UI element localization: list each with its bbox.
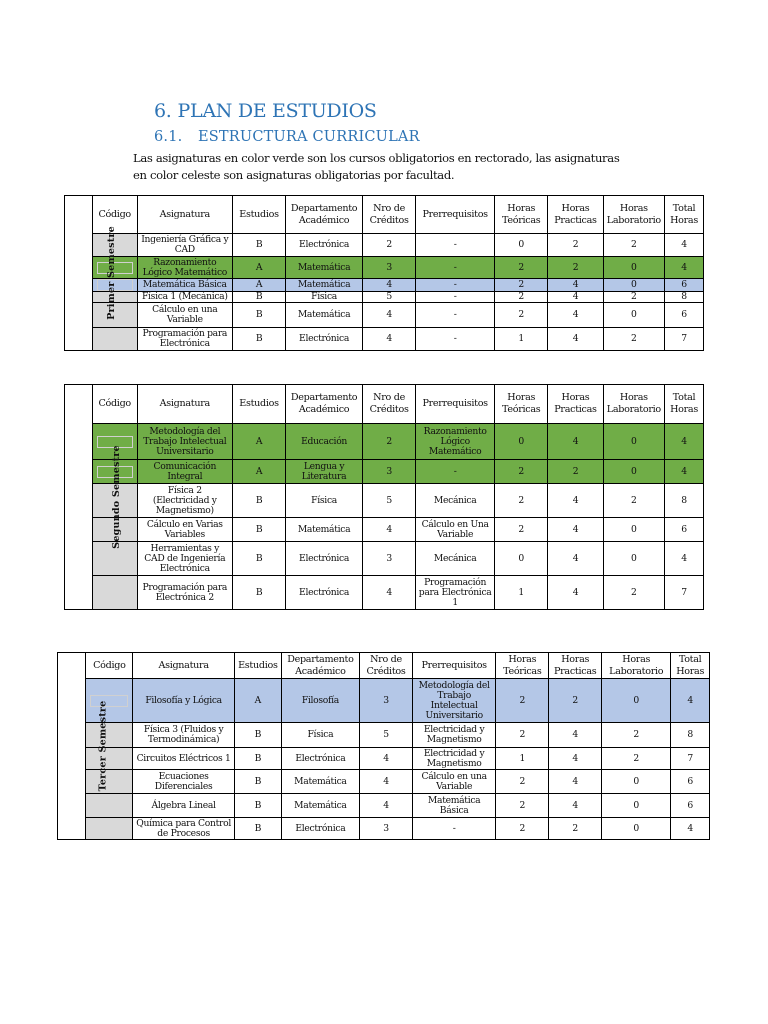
prerrequisitos-cell: - xyxy=(412,818,495,840)
horas-laboratorio-cell: 2 xyxy=(603,234,664,257)
total-horas-cell: 6 xyxy=(671,794,710,818)
creditos-cell: 3 xyxy=(362,257,415,279)
departamento-cell: Electrónica xyxy=(281,818,359,840)
prerrequisitos-cell: - xyxy=(416,303,495,328)
header-row xyxy=(58,653,710,679)
creditos-cell: 3 xyxy=(360,818,413,840)
horas-practicas-cell: 4 xyxy=(548,576,603,610)
horas-teoricas-cell: 2 xyxy=(496,679,549,723)
semester-table-3 xyxy=(57,652,710,840)
asignatura-cell: Herramientas y CAD de Ingeniería Electrónica xyxy=(137,542,232,576)
prerrequisitos-cell: - xyxy=(416,279,495,292)
asignatura-cell: Programación para Electrónica 2 xyxy=(137,576,232,610)
total-horas-cell: 4 xyxy=(671,679,710,723)
total-horas-cell: 7 xyxy=(665,576,704,610)
column-header-total-horas: Total Horas xyxy=(665,196,704,234)
departamento-cell: Matemática xyxy=(286,257,363,279)
total-horas-cell: 7 xyxy=(665,328,704,351)
estudios-cell: B xyxy=(232,576,285,610)
total-horas-cell: 8 xyxy=(665,292,704,303)
creditos-cell: 4 xyxy=(362,328,415,351)
horas-practicas-cell: 4 xyxy=(548,328,603,351)
asignatura-cell: Ingeniería Gráfica y CAD xyxy=(137,234,232,257)
column-header-departamento: Departamento Académico xyxy=(286,385,363,424)
departamento-cell: Matemática xyxy=(281,794,359,818)
codigo-box xyxy=(90,695,128,707)
column-header-horas-laboratorio: Horas Laboratorio xyxy=(603,385,664,424)
course-row xyxy=(58,794,710,818)
prerrequisitos-cell: Matemática Básica xyxy=(412,794,495,818)
column-header-prerrequisitos: Prerrequisitos xyxy=(412,653,495,679)
codigo-cell xyxy=(86,770,133,794)
column-header-creditos: Nro de Créditos xyxy=(362,385,415,424)
departamento-cell: Física xyxy=(286,484,363,518)
section-title: PLAN DE ESTUDIOS xyxy=(177,100,377,122)
estudios-cell: A xyxy=(232,460,285,484)
asignatura-cell: Programación para Electrónica xyxy=(137,328,232,351)
intro-paragraph: Las asignaturas en color verde son los cursos obligatorios en rectorado, las asignaturas en color celeste son asignaturas obligatorias por facultad. xyxy=(133,151,620,182)
departamento-cell: Matemática xyxy=(286,518,363,542)
creditos-cell: 5 xyxy=(362,292,415,303)
asignatura-cell: Cálculo en Varias Variables xyxy=(137,518,232,542)
total-horas-cell: 8 xyxy=(665,484,704,518)
subsection-heading xyxy=(154,129,420,145)
asignatura-cell: Álgebra Lineal xyxy=(133,794,235,818)
estudios-cell: B xyxy=(234,794,281,818)
horas-teoricas-cell: 0 xyxy=(495,424,548,460)
estudios-cell: B xyxy=(234,723,281,748)
codigo-cell xyxy=(92,328,137,351)
horas-laboratorio-cell: 0 xyxy=(602,818,671,840)
horas-teoricas-cell: 2 xyxy=(495,460,548,484)
course-row xyxy=(65,484,704,518)
departamento-cell: Electrónica xyxy=(281,748,359,770)
departamento-cell: Electrónica xyxy=(286,328,363,351)
creditos-cell: 4 xyxy=(362,279,415,292)
column-header-asignatura: Asignatura xyxy=(137,196,232,234)
asignatura-cell: Cálculo en una Variable xyxy=(137,303,232,328)
horas-practicas-cell: 2 xyxy=(549,679,602,723)
asignatura-cell: Física 2 (Electricidad y Magnetismo) xyxy=(137,484,232,518)
horas-laboratorio-cell: 0 xyxy=(603,424,664,460)
horas-laboratorio-cell: 2 xyxy=(603,484,664,518)
codigo-cell xyxy=(86,748,133,770)
estudios-cell: B xyxy=(232,292,285,303)
horas-teoricas-cell: 1 xyxy=(496,748,549,770)
asignatura-cell: Química para Control de Procesos xyxy=(133,818,235,840)
horas-practicas-cell: 4 xyxy=(548,279,603,292)
column-header-estudios: Estudios xyxy=(232,196,285,234)
column-header-estudios: Estudios xyxy=(234,653,281,679)
asignatura-cell: Razonamiento Lógico Matemático xyxy=(137,257,232,279)
creditos-cell: 4 xyxy=(360,748,413,770)
course-row xyxy=(65,328,704,351)
prerrequisitos-cell: - xyxy=(416,257,495,279)
asignatura-cell: Matemática Básica xyxy=(137,279,232,292)
subsection-title: ESTRUCTURA CURRICULAR xyxy=(198,129,420,145)
course-row xyxy=(65,542,704,576)
course-row xyxy=(65,424,704,460)
estudios-cell: A xyxy=(232,257,285,279)
asignatura-cell: Comunicación Integral xyxy=(137,460,232,484)
prerrequisitos-cell: Mecánica xyxy=(416,484,495,518)
horas-laboratorio-cell: 0 xyxy=(603,279,664,292)
total-horas-cell: 4 xyxy=(671,818,710,840)
departamento-cell: Matemática xyxy=(281,770,359,794)
creditos-cell: 3 xyxy=(362,542,415,576)
course-row xyxy=(65,234,704,257)
prerrequisitos-cell: Cálculo en una Variable xyxy=(412,770,495,794)
horas-teoricas-cell: 0 xyxy=(495,234,548,257)
prerrequisitos-cell: - xyxy=(416,460,495,484)
horas-laboratorio-cell: 0 xyxy=(603,518,664,542)
horas-laboratorio-cell: 2 xyxy=(602,723,671,748)
column-header-horas-practicas: Horas Practicas xyxy=(549,653,602,679)
creditos-cell: 3 xyxy=(362,460,415,484)
column-header-total-horas: Total Horas xyxy=(665,385,704,424)
estudios-cell: B xyxy=(232,542,285,576)
codigo-cell xyxy=(86,723,133,748)
total-horas-cell: 8 xyxy=(671,723,710,748)
estudios-cell: B xyxy=(232,328,285,351)
prerrequisitos-cell: Programación para Electrónica 1 xyxy=(416,576,495,610)
prerrequisitos-cell: - xyxy=(416,328,495,351)
estudios-cell: B xyxy=(232,234,285,257)
header-row xyxy=(65,196,704,234)
departamento-cell: Matemática xyxy=(286,279,363,292)
course-row xyxy=(65,279,704,292)
creditos-cell: 4 xyxy=(362,518,415,542)
asignatura-cell: Circuitos Eléctricos 1 xyxy=(133,748,235,770)
total-horas-cell: 4 xyxy=(665,234,704,257)
semester-table-2 xyxy=(64,384,704,610)
asignatura-cell: Metodología del Trabajo Intelectual Universitario xyxy=(137,424,232,460)
codigo-cell xyxy=(86,679,133,723)
horas-laboratorio-cell: 0 xyxy=(603,542,664,576)
codigo-cell xyxy=(92,576,137,610)
horas-practicas-cell: 4 xyxy=(549,723,602,748)
column-header-prerrequisitos: Prerrequisitos xyxy=(416,385,495,424)
horas-teoricas-cell: 1 xyxy=(495,576,548,610)
column-header-total-horas: Total Horas xyxy=(671,653,710,679)
horas-teoricas-cell: 2 xyxy=(495,484,548,518)
estudios-cell: A xyxy=(234,679,281,723)
total-horas-cell: 6 xyxy=(671,770,710,794)
horas-laboratorio-cell: 2 xyxy=(603,292,664,303)
column-header-codigo: Código xyxy=(86,653,133,679)
column-header-codigo: Código xyxy=(92,385,137,424)
horas-laboratorio-cell: 0 xyxy=(602,679,671,723)
horas-laboratorio-cell: 2 xyxy=(602,748,671,770)
horas-laboratorio-cell: 0 xyxy=(603,257,664,279)
course-row xyxy=(65,576,704,610)
horas-practicas-cell: 2 xyxy=(548,460,603,484)
prerrequisitos-cell: Mecánica xyxy=(416,542,495,576)
column-header-horas-teoricas: Horas Teóricas xyxy=(495,196,548,234)
horas-practicas-cell: 4 xyxy=(549,748,602,770)
column-header-horas-teoricas: Horas Teóricas xyxy=(496,653,549,679)
codigo-cell xyxy=(86,818,133,840)
semester-label: Tercer Semestre xyxy=(97,700,109,792)
horas-practicas-cell: 4 xyxy=(548,518,603,542)
horas-teoricas-cell: 2 xyxy=(496,723,549,748)
departamento-cell: Educación xyxy=(286,424,363,460)
horas-practicas-cell: 4 xyxy=(549,770,602,794)
column-header-horas-teoricas: Horas Teóricas xyxy=(495,385,548,424)
column-header-horas-laboratorio: Horas Laboratorio xyxy=(602,653,671,679)
estudios-cell: B xyxy=(234,770,281,794)
column-header-creditos: Nro de Créditos xyxy=(362,196,415,234)
total-horas-cell: 6 xyxy=(665,303,704,328)
total-horas-cell: 7 xyxy=(671,748,710,770)
departamento-cell: Matemática xyxy=(286,303,363,328)
horas-teoricas-cell: 1 xyxy=(495,328,548,351)
creditos-cell: 2 xyxy=(362,424,415,460)
departamento-cell: Electrónica xyxy=(286,234,363,257)
horas-practicas-cell: 4 xyxy=(548,292,603,303)
departamento-cell: Física xyxy=(281,723,359,748)
creditos-cell: 5 xyxy=(362,484,415,518)
prerrequisitos-cell: Metodología del Trabajo Intelectual Universitario xyxy=(412,679,495,723)
departamento-cell: Filosofía xyxy=(281,679,359,723)
column-header-departamento: Departamento Académico xyxy=(286,196,363,234)
course-row xyxy=(65,518,704,542)
horas-practicas-cell: 4 xyxy=(548,303,603,328)
course-row xyxy=(65,292,704,303)
creditos-cell: 4 xyxy=(362,303,415,328)
course-row xyxy=(58,748,710,770)
asignatura-cell: Filosofía y Lógica xyxy=(133,679,235,723)
asignatura-cell: Ecuaciones Diferenciales xyxy=(133,770,235,794)
total-horas-cell: 4 xyxy=(665,257,704,279)
total-horas-cell: 4 xyxy=(665,424,704,460)
estudios-cell: B xyxy=(232,303,285,328)
column-header-estudios: Estudios xyxy=(232,385,285,424)
horas-teoricas-cell: 2 xyxy=(495,257,548,279)
course-row xyxy=(58,723,710,748)
prerrequisitos-cell: Cálculo en Una Variable xyxy=(416,518,495,542)
horas-teoricas-cell: 2 xyxy=(495,518,548,542)
prerrequisitos-cell: - xyxy=(416,234,495,257)
departamento-cell: Electrónica xyxy=(286,542,363,576)
column-header-departamento: Departamento Académico xyxy=(281,653,359,679)
course-row xyxy=(65,257,704,279)
horas-laboratorio-cell: 2 xyxy=(603,576,664,610)
estudios-cell: A xyxy=(232,424,285,460)
semester-table-1 xyxy=(64,195,704,351)
section-heading xyxy=(154,100,377,122)
departamento-cell: Física xyxy=(286,292,363,303)
course-row xyxy=(65,303,704,328)
total-horas-cell: 6 xyxy=(665,518,704,542)
creditos-cell: 5 xyxy=(360,723,413,748)
semester-label: Segundo Semestre xyxy=(110,445,122,549)
creditos-cell: 4 xyxy=(360,770,413,794)
horas-laboratorio-cell: 2 xyxy=(603,328,664,351)
column-header-codigo: Código xyxy=(92,196,137,234)
total-horas-cell: 6 xyxy=(665,279,704,292)
horas-practicas-cell: 4 xyxy=(549,794,602,818)
asignatura-cell: Física 1 (Mecánica) xyxy=(137,292,232,303)
asignatura-cell: Física 3 (Fluidos y Termodinámica) xyxy=(133,723,235,748)
horas-practicas-cell: 2 xyxy=(549,818,602,840)
prerrequisitos-cell: - xyxy=(416,292,495,303)
total-horas-cell: 4 xyxy=(665,460,704,484)
section-number: 6. xyxy=(154,100,172,122)
semester-label-cell xyxy=(58,653,109,840)
prerrequisitos-cell: Razonamiento Lógico Matemático xyxy=(416,424,495,460)
total-horas-cell: 4 xyxy=(665,542,704,576)
departamento-cell: Electrónica xyxy=(286,576,363,610)
horas-practicas-cell: 4 xyxy=(548,484,603,518)
creditos-cell: 3 xyxy=(360,679,413,723)
column-header-creditos: Nro de Créditos xyxy=(360,653,413,679)
column-header-horas-practicas: Horas Practicas xyxy=(548,196,603,234)
horas-teoricas-cell: 2 xyxy=(495,303,548,328)
estudios-cell: B xyxy=(234,818,281,840)
horas-laboratorio-cell: 0 xyxy=(603,303,664,328)
codigo-cell xyxy=(86,794,133,818)
prerrequisitos-cell: Electricidad y Magnetismo xyxy=(412,748,495,770)
horas-teoricas-cell: 2 xyxy=(495,279,548,292)
estudios-cell: B xyxy=(232,484,285,518)
column-header-asignatura: Asignatura xyxy=(133,653,235,679)
column-header-prerrequisitos: Prerrequisitos xyxy=(416,196,495,234)
prerrequisitos-cell: Electricidad y Magnetismo xyxy=(412,723,495,748)
horas-teoricas-cell: 2 xyxy=(496,794,549,818)
horas-teoricas-cell: 2 xyxy=(495,292,548,303)
column-header-horas-practicas: Horas Practicas xyxy=(548,385,603,424)
horas-practicas-cell: 2 xyxy=(548,257,603,279)
semester-label: Primer Semestre xyxy=(105,226,117,320)
horas-practicas-cell: 4 xyxy=(548,542,603,576)
creditos-cell: 4 xyxy=(360,794,413,818)
course-row xyxy=(65,460,704,484)
horas-teoricas-cell: 2 xyxy=(496,770,549,794)
horas-practicas-cell: 4 xyxy=(548,424,603,460)
horas-practicas-cell: 2 xyxy=(548,234,603,257)
subsection-number: 6.1. xyxy=(154,129,183,145)
horas-laboratorio-cell: 0 xyxy=(603,460,664,484)
horas-laboratorio-cell: 0 xyxy=(602,794,671,818)
column-header-horas-laboratorio: Horas Laboratorio xyxy=(603,196,664,234)
horas-laboratorio-cell: 0 xyxy=(602,770,671,794)
course-row xyxy=(58,818,710,840)
header-row xyxy=(65,385,704,424)
horas-teoricas-cell: 2 xyxy=(496,818,549,840)
estudios-cell: B xyxy=(234,748,281,770)
creditos-cell: 4 xyxy=(362,576,415,610)
estudios-cell: A xyxy=(232,279,285,292)
departamento-cell: Lengua y Literatura xyxy=(286,460,363,484)
horas-teoricas-cell: 0 xyxy=(495,542,548,576)
creditos-cell: 2 xyxy=(362,234,415,257)
column-header-asignatura: Asignatura xyxy=(137,385,232,424)
estudios-cell: B xyxy=(232,518,285,542)
course-row xyxy=(58,679,710,723)
course-row xyxy=(58,770,710,794)
